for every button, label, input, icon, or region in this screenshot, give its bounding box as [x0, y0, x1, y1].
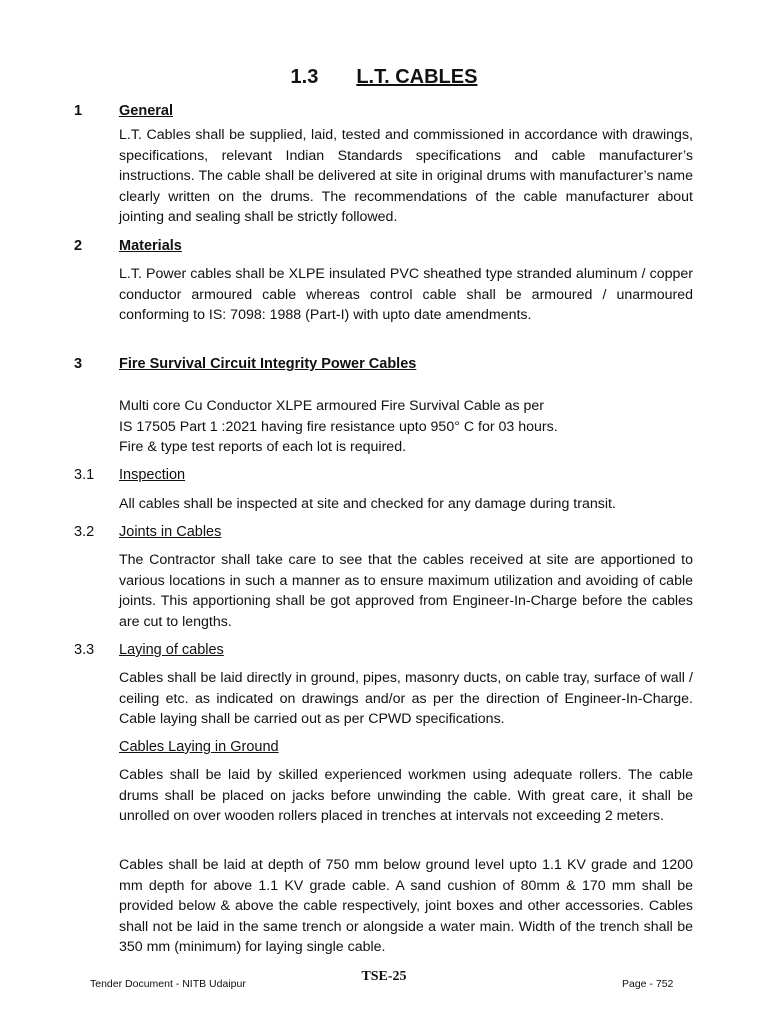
section-number-general: 1: [74, 103, 83, 119]
section-number-materials: 2: [74, 238, 83, 254]
fire-line-3: Fire & type test reports of each lot is required.: [119, 439, 407, 456]
section-heading-materials: Materials: [119, 238, 182, 254]
section-heading-fire: Fire Survival Circuit Integrity Power Cables: [119, 356, 417, 372]
fire-line-2: IS 17505 Part 1 :2021 having fire resistance upto 950° C for 03 hours.: [119, 418, 558, 435]
paragraph-materials: L.T. Power cables shall be XLPE insulated PVC sheathed type stranded aluminum / copper conductor armoured cable whereas control cable shall be armoured / unarmoured conforming to IS: 7098: 1988 (Part-I) with upto date amendments.: [119, 266, 693, 324]
section-number-fire: 3: [74, 356, 83, 372]
page-title: [0, 66, 768, 89]
section-heading-inspection: Inspection: [119, 467, 186, 483]
paragraph-inspection: All cables shall be inspected at site and checked for any damage during transit.: [119, 496, 616, 512]
paragraph-general: L.T. Cables shall be supplied, laid, tested and commissioned in accordance with drawings, specifications, relevant Indian Standards specifications and cable manufacturer’s instructions. The cable shall be delivered at site in original drums with manufacturer’s name clearly written on the drums. The recommendations of the cable manufacturer about jointing and sealing shall be strictly followed.: [119, 127, 693, 226]
paragraph-laying-ground-1: Cables shall be laid by skilled experienced workmen using adequate rollers. The cable drums shall be placed on jacks before unwinding the cable. With great care, it shall be unrolled on over wooden rollers placed in trenches at intervals not exceeding 2 meters.: [119, 767, 693, 825]
title-number: 1.3: [290, 66, 319, 88]
footer-document-name: Tender Document - NITB Udaipur: [90, 978, 246, 990]
paragraph-joints: The Contractor shall take care to see that the cables received at site are apportioned to various locations in such a manner as to ensure maximum utilization and avoiding of cable joints. This apportioning shall be got approved from Engineer-In-Charge before the cables are cut to lengths.: [119, 552, 693, 630]
footer-section-code: TSE-25: [361, 969, 407, 984]
section-heading-joints: Joints in Cables: [119, 524, 222, 540]
title-text: L.T. CABLES: [356, 66, 478, 88]
footer-page-number: Page - 752: [622, 978, 674, 990]
paragraph-fire: [119, 396, 693, 458]
section-number-inspection: 3.1: [74, 467, 95, 483]
section-heading-laying: Laying of cables: [119, 642, 224, 658]
paragraph-laying: Cables shall be laid directly in ground, pipes, masonry ducts, on cable tray, surface of wall / ceiling etc. as indicated on drawings and/or as per the direction of Engineer-In-Charge. Cable laying shall be carried out as per CPWD specifications.: [119, 670, 693, 728]
fire-line-1: Multi core Cu Conductor XLPE armoured Fire Survival Cable as per: [119, 398, 545, 414]
paragraph-laying-ground-2: Cables shall be laid at depth of 750 mm below ground level upto 1.1 KV grade and 1200 mm depth for above 1.1 KV grade cable. A sand cushion of 80mm & 170 mm shall be provided below & above the cable respectively, joint boxes and other accessories. Cables shall not be laid in the same trench or alongside a water main. Width of the trench shall be 350 mm (minimum) for laying single cable.: [119, 857, 693, 956]
section-number-joints: 3.2: [74, 524, 95, 540]
section-heading-general: General: [119, 103, 173, 119]
subheading-laying-in-ground: Cables Laying in Ground: [119, 739, 279, 755]
section-number-laying: 3.3: [74, 642, 95, 658]
